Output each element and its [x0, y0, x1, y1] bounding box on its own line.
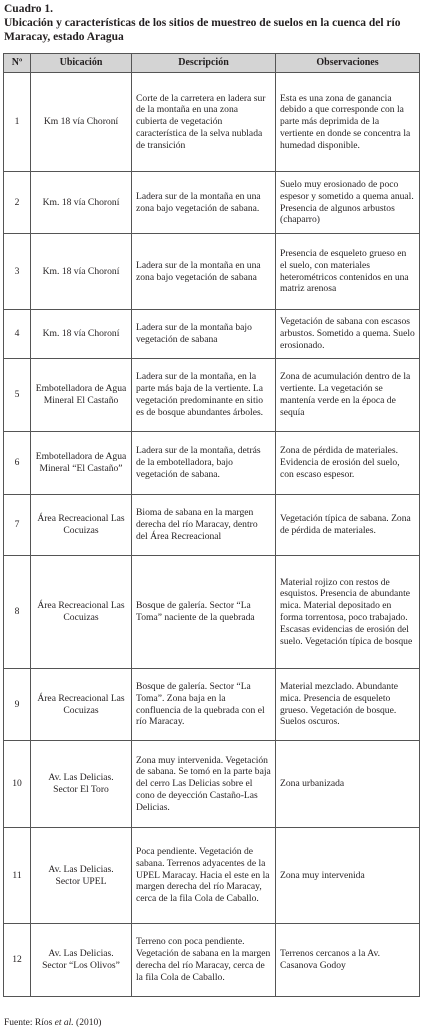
- row-location: Av. Las Delicias. Sector “Los Olivos”: [31, 924, 132, 997]
- row-observations: Material mezclado. Abundante mica. Presencia de esqueleto grueso. Vegetación de bosque. Suelos oscuros.: [276, 669, 420, 741]
- row-location: Av. Las Delicias. Sector El Toro: [31, 741, 132, 828]
- header-num: Nº: [4, 54, 31, 73]
- row-observations: Esta es una zona de ganancia debido a que corresponde con la parte más deprimida de la vertiente en donde se concentra la humedad disponible.: [276, 73, 420, 172]
- row-number: 4: [4, 310, 31, 359]
- row-number: 1: [4, 73, 31, 172]
- row-location: Área Recreacional Las Cocuizas: [31, 495, 132, 556]
- table-row: [4, 828, 420, 924]
- row-number: 3: [4, 234, 31, 310]
- table-caption: [4, 2, 420, 44]
- row-description: Poca pendiente. Vegetación de sabana. Terrenos adyacentes de la UPEL Maracay. Hacia el este en la margen derecha del río Maracay, cerca de la fila Cola de Caballo.: [132, 828, 276, 924]
- row-description: Ladera sur de la montaña, en la parte más baja de la vertiente. La vegetación predominante en sitio es de bosque abundantes árboles.: [132, 359, 276, 432]
- table-row: [4, 73, 420, 172]
- table-row: [4, 924, 420, 997]
- table-row: [4, 310, 420, 359]
- row-location: Km. 18 vía Choroní: [31, 172, 132, 234]
- row-number: 2: [4, 172, 31, 234]
- caption-title: Ubicación y características de los sitios de muestreo de suelos en la cuenca del río Maracay, estado Aragua: [4, 17, 401, 43]
- row-location: Embotelladora de Agua Mineral “El Castaño”: [31, 432, 132, 495]
- table-row: [4, 741, 420, 828]
- row-description: Ladera sur de la montaña bajo vegetación de sabana: [132, 310, 276, 359]
- footnote-suffix: (2010): [73, 1018, 102, 1028]
- row-location: Km. 18 vía Choroní: [31, 234, 132, 310]
- table-header-row: [4, 54, 420, 73]
- row-description: Bioma de sabana en la margen derecha del río Maracay, dentro del Área Recreacional: [132, 495, 276, 556]
- table-row: [4, 234, 420, 310]
- row-location: Área Recreacional Las Cocuizas: [31, 669, 132, 741]
- row-observations: Material rojizo con restos de esquistos. Presencia de abundante mica. Material depositado en forma torrentosa, poco trabajado. Escasas evidencias de erosión del suelo. Vegetación típica de bosque: [276, 556, 420, 669]
- row-description: Ladera sur de la montaña en una zona bajo vegetación de sabana: [132, 234, 276, 310]
- row-description: Ladera sur de la montaña, detrás de la embotelladora, bajo vegetación de sabana.: [132, 432, 276, 495]
- row-location: Embotelladora de Agua Mineral El Castaño: [31, 359, 132, 432]
- footnote-italic: et al.: [54, 1018, 74, 1028]
- row-number: 12: [4, 924, 31, 997]
- row-number: 5: [4, 359, 31, 432]
- table-row: [4, 495, 420, 556]
- sampling-sites-table: [3, 53, 420, 997]
- source-footnote: [4, 1018, 101, 1028]
- row-description: Bosque de galería. Sector “La Toma” naciente de la quebrada: [132, 556, 276, 669]
- table-row: [4, 172, 420, 234]
- row-number: 11: [4, 828, 31, 924]
- header-location: Ubicación: [31, 54, 132, 73]
- row-location: Km. 18 vía Choroní: [31, 310, 132, 359]
- row-observations: Zona muy intervenida: [276, 828, 420, 924]
- row-description: Terreno con poca pendiente. Vegetación de sabana en la margen derecha del río Maracay, cerca de la fila Cola de Caballo.: [132, 924, 276, 997]
- table-row: [4, 556, 420, 669]
- row-description: Corte de la carretera en ladera sur de la montaña en una zona cubierta de vegetación característica de la selva nublada de transición: [132, 73, 276, 172]
- header-description: Descripción: [132, 54, 276, 73]
- table-row: [4, 432, 420, 495]
- row-description: Zona muy intervenida. Vegetación de sabana. Se tomó en la parte baja del cerro Las Delicias sobre el cono de deyección Castaño-Las Delicias.: [132, 741, 276, 828]
- row-observations: Terrenos cercanos a la Av. Casanova Godoy: [276, 924, 420, 997]
- row-observations: Vegetación típica de sabana. Zona de pérdida de materiales.: [276, 495, 420, 556]
- row-observations: Zona de pérdida de materiales. Evidencia de erosión del suelo, con escaso espesor.: [276, 432, 420, 495]
- row-location: Km 18 vía Choroní: [31, 73, 132, 172]
- row-observations: Zona de acumulación dentro de la vertiente. La vegetación se mantenía verde en la época de sequía: [276, 359, 420, 432]
- row-number: 8: [4, 556, 31, 669]
- row-observations: Suelo muy erosionado de poco espesor y sometido a quema anual. Presencia de algunos arbustos (chaparro): [276, 172, 420, 234]
- row-location: Av. Las Delicias. Sector UPEL: [31, 828, 132, 924]
- row-number: 9: [4, 669, 31, 741]
- row-description: Ladera sur de la montaña en una zona bajo vegetación de sabana.: [132, 172, 276, 234]
- row-observations: Presencia de esqueleto grueso en el suelo, con materiales heterométricos contenidos en una matriz arenosa: [276, 234, 420, 310]
- row-number: 7: [4, 495, 31, 556]
- header-observations: Observaciones: [276, 54, 420, 73]
- table-row: [4, 669, 420, 741]
- row-observations: Vegetación de sabana con escasos arbustos. Sometido a quema. Suelo erosionado.: [276, 310, 420, 359]
- row-number: 6: [4, 432, 31, 495]
- row-number: 10: [4, 741, 31, 828]
- row-observations: Zona urbanizada: [276, 741, 420, 828]
- caption-label: Cuadro 1.: [4, 3, 53, 15]
- row-description: Bosque de galería. Sector “La Toma”. Zona baja en la confluencia de la quebrada con el río Maracay.: [132, 669, 276, 741]
- footnote-prefix: Fuente: Ríos: [4, 1018, 55, 1028]
- table-row: [4, 359, 420, 432]
- row-location: Área Recreacional Las Cocuizas: [31, 556, 132, 669]
